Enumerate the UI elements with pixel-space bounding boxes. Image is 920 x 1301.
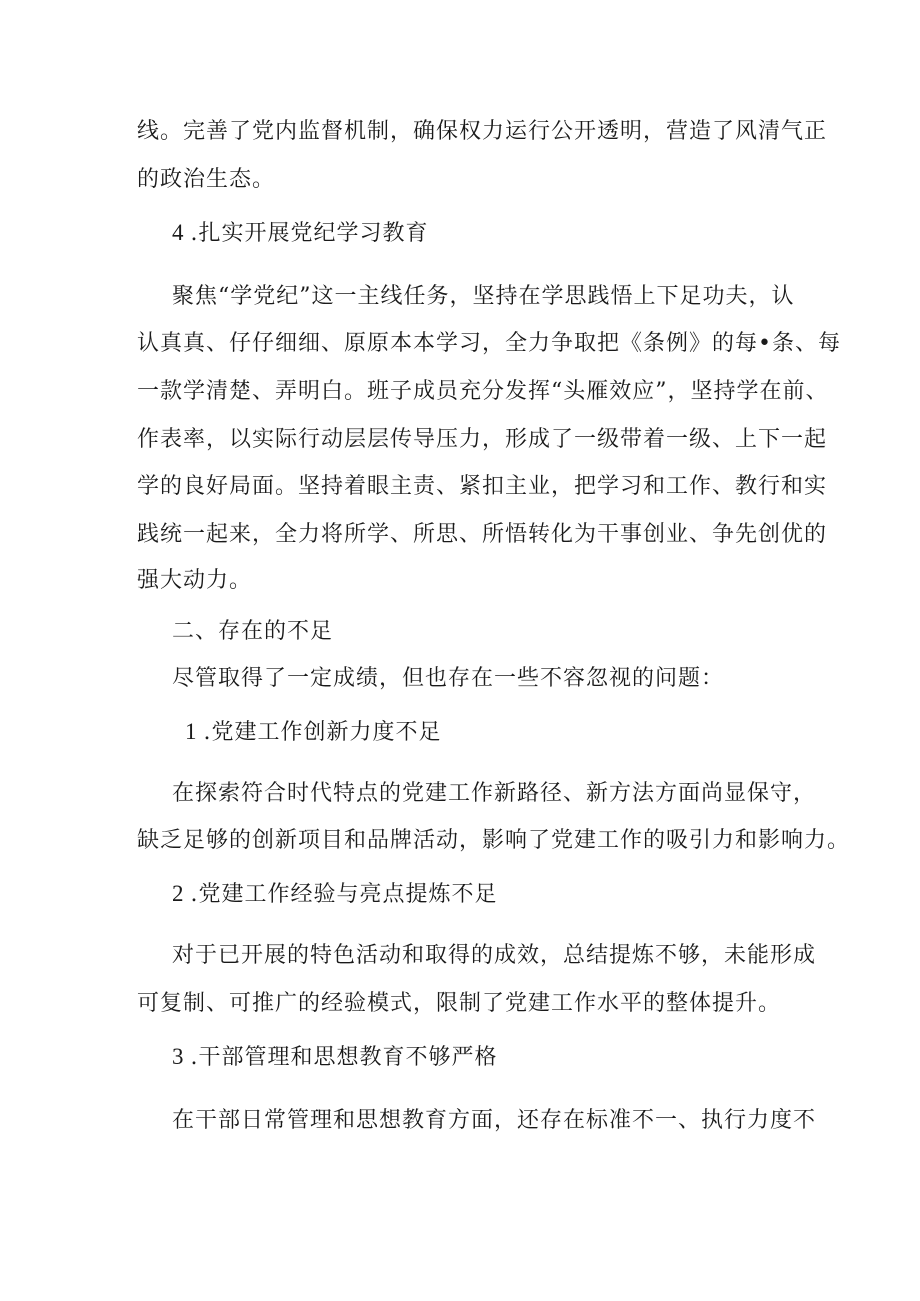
heading-text: .扎实开展党纪学习教育 <box>190 221 429 246</box>
heading-text: .党建工作创新力度不足 <box>203 720 442 745</box>
heading-number: 1 <box>185 719 198 744</box>
paragraph-line: 认真真、仔仔细细、原原本本学习，全力争取把《条例》的每•条、每 <box>137 331 841 356</box>
paragraph-line: 学的良好局面。坚持着眼主责、紧扣主业，把学习和工作、教行和实 <box>137 474 828 499</box>
section-heading-2 <box>172 879 498 910</box>
paragraph-line: 践统一起来，全力将所学、所思、所悟转化为干事创业、争先创优的 <box>137 522 828 547</box>
paragraph-line: 强大动力。 <box>137 568 253 593</box>
paragraph-line: 缺乏足够的创新项目和品牌活动，影响了党建工作的吸引力和影响力。 <box>137 828 851 853</box>
paragraph-line: 的政治生态。 <box>137 167 276 192</box>
heading-number: 3 <box>172 1044 185 1069</box>
section-heading-4 <box>172 218 429 249</box>
paragraph-line: 一款学清楚、弄明白。班子成员充分发挥“头雁效应”，坚持学在前、 <box>137 379 829 404</box>
paragraph-line: 作表率，以实际行动层层传导压力，形成了一级带着一级、上下一起 <box>137 427 828 452</box>
paragraph-line: 在干部日常管理和思想教育方面，还存在标准不一、执行力度不 <box>172 1108 817 1133</box>
heading-number: 4 <box>172 220 185 245</box>
heading-text: .干部管理和思想教育不够严格 <box>190 1045 498 1070</box>
section-heading-3 <box>172 1042 498 1073</box>
paragraph-line: 可复制、可推广的经验模式，限制了党建工作水平的整体提升。 <box>137 991 782 1016</box>
paragraph-line: 对于已开展的特色活动和取得的成效，总结提炼不够，未能形成 <box>172 943 817 968</box>
section-heading-1 <box>185 717 442 748</box>
paragraph-line: 聚焦“学党纪”这一主线任务，坚持在学思践悟上下足功夫，认 <box>172 284 795 309</box>
paragraph-line: 线。完善了党内监督机制，确保权力运行公开透明，营造了风清气正 <box>137 119 828 144</box>
heading-number: 2 <box>172 881 185 906</box>
section-title: 二、存在的不足 <box>172 619 334 644</box>
paragraph-line: 在探索符合时代特点的党建工作新路径、新方法方面尚显保守， <box>172 781 817 806</box>
paragraph-line: 尽管取得了一定成绩，但也存在一些不容忽视的问题： <box>172 666 725 691</box>
heading-text: .党建工作经验与亮点提炼不足 <box>190 882 498 907</box>
